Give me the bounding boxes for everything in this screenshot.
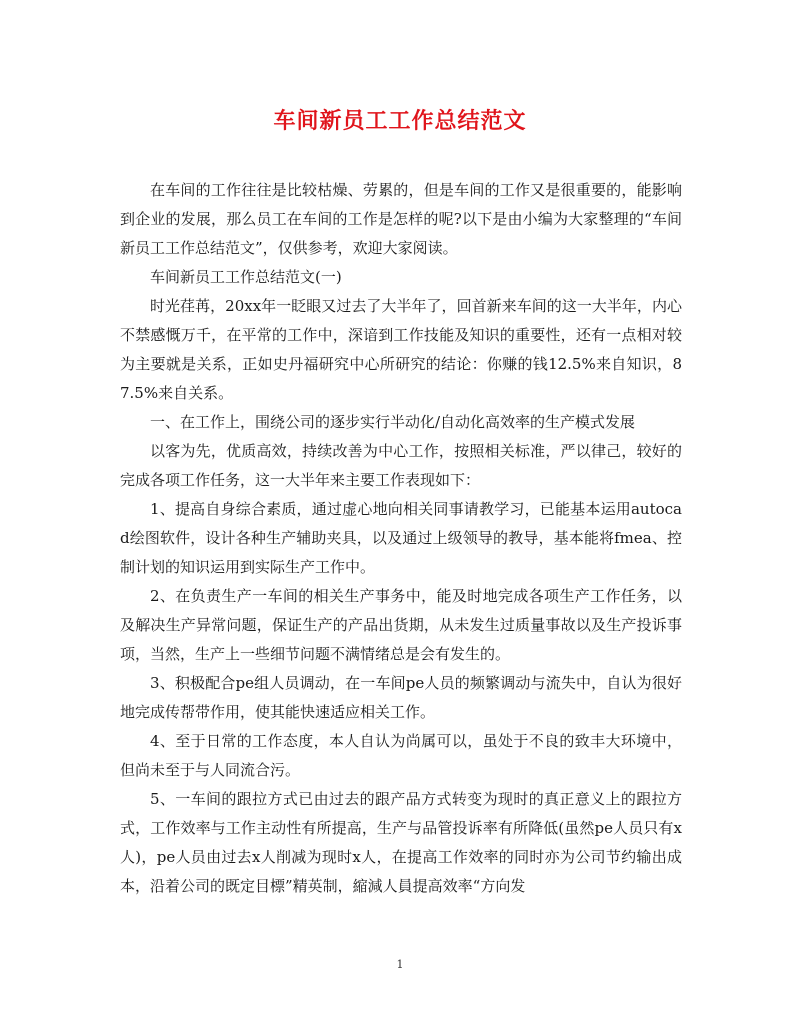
section-heading: 车间新员工工作总结范文(一) (150, 268, 342, 286)
paragraph: 时光荏苒，20xx年一眨眼又过去了大半年了，回首新来车间的这一大半年，内心不禁感慨万千，在平常的工作中，深谙到工作技能及知识的重要性，还有一点相对较为主要就是关系，正如史丹福研究中心所研究的结论：你赚的钱12.5%来自知识，87.5%来自关系。 (120, 297, 682, 402)
list-item: 3、积极配合pe组人员调动，在一车间pe人员的频繁调动与流失中，自认为很好地完成传帮带作用，使其能快速适应相关工作。 (120, 674, 682, 721)
list-item: 5、一车间的跟拉方式已由过去的跟产品方式转变为现时的真正意义上的跟拉方式，工作效率与工作主动性有所提高，生产与品管投诉率有所降低(虽然pe人员只有x人)，pe人员由过去x人削减为现时x人，在提高工作效率的同时亦为公司节约输出成本，沿着公司的既定目標”精英制，縮減人員提高效率“方向发 (120, 790, 682, 895)
paragraph: 以客为先，优质高效，持续改善为中心工作，按照相关标准，严以律己，较好的完成各项工作任务，这一大半年来主要工作表现如下： (120, 442, 682, 489)
list-item: 1、提高自身综合素质，通过虚心地向相关同事请教学习，已能基本运用autocad绘图软件，设计各种生产辅助夹具，以及通过上级领导的教导，基本能将fmea、控制计划的知识运用到实际生产工作中。 (120, 500, 682, 576)
list-item: 4、至于日常的工作态度，本人自认为尚属可以，虽处于不良的致丰大环境中，但尚未至于与人同流合污。 (120, 732, 682, 779)
list-item: 2、在负责生产一车间的相关生产事务中，能及时地完成各项生产工作任务，以及解决生产异常问题，保证生产的产品出货期，从未发生过质量事故以及生产投诉事项，当然，生产上一些细节问题不满情绪总是会有发生的。 (120, 587, 682, 663)
document-body (120, 176, 682, 901)
document-title: 车间新员工工作总结范文 (273, 109, 527, 134)
page-number: 1 (396, 958, 404, 971)
paragraph: 一、在工作上，围绕公司的逐步实行半动化/自动化高效率的生产模式发展 (150, 413, 636, 431)
paragraph-intro: 在车间的工作往往是比较枯燥、劳累的，但是车间的工作又是很重要的，能影响到企业的发展，那么员工在车间的工作是怎样的呢?以下是由小编为大家整理的“车间新员工工作总结范文”，仅供参考，欢迎大家阅读。 (120, 181, 682, 257)
